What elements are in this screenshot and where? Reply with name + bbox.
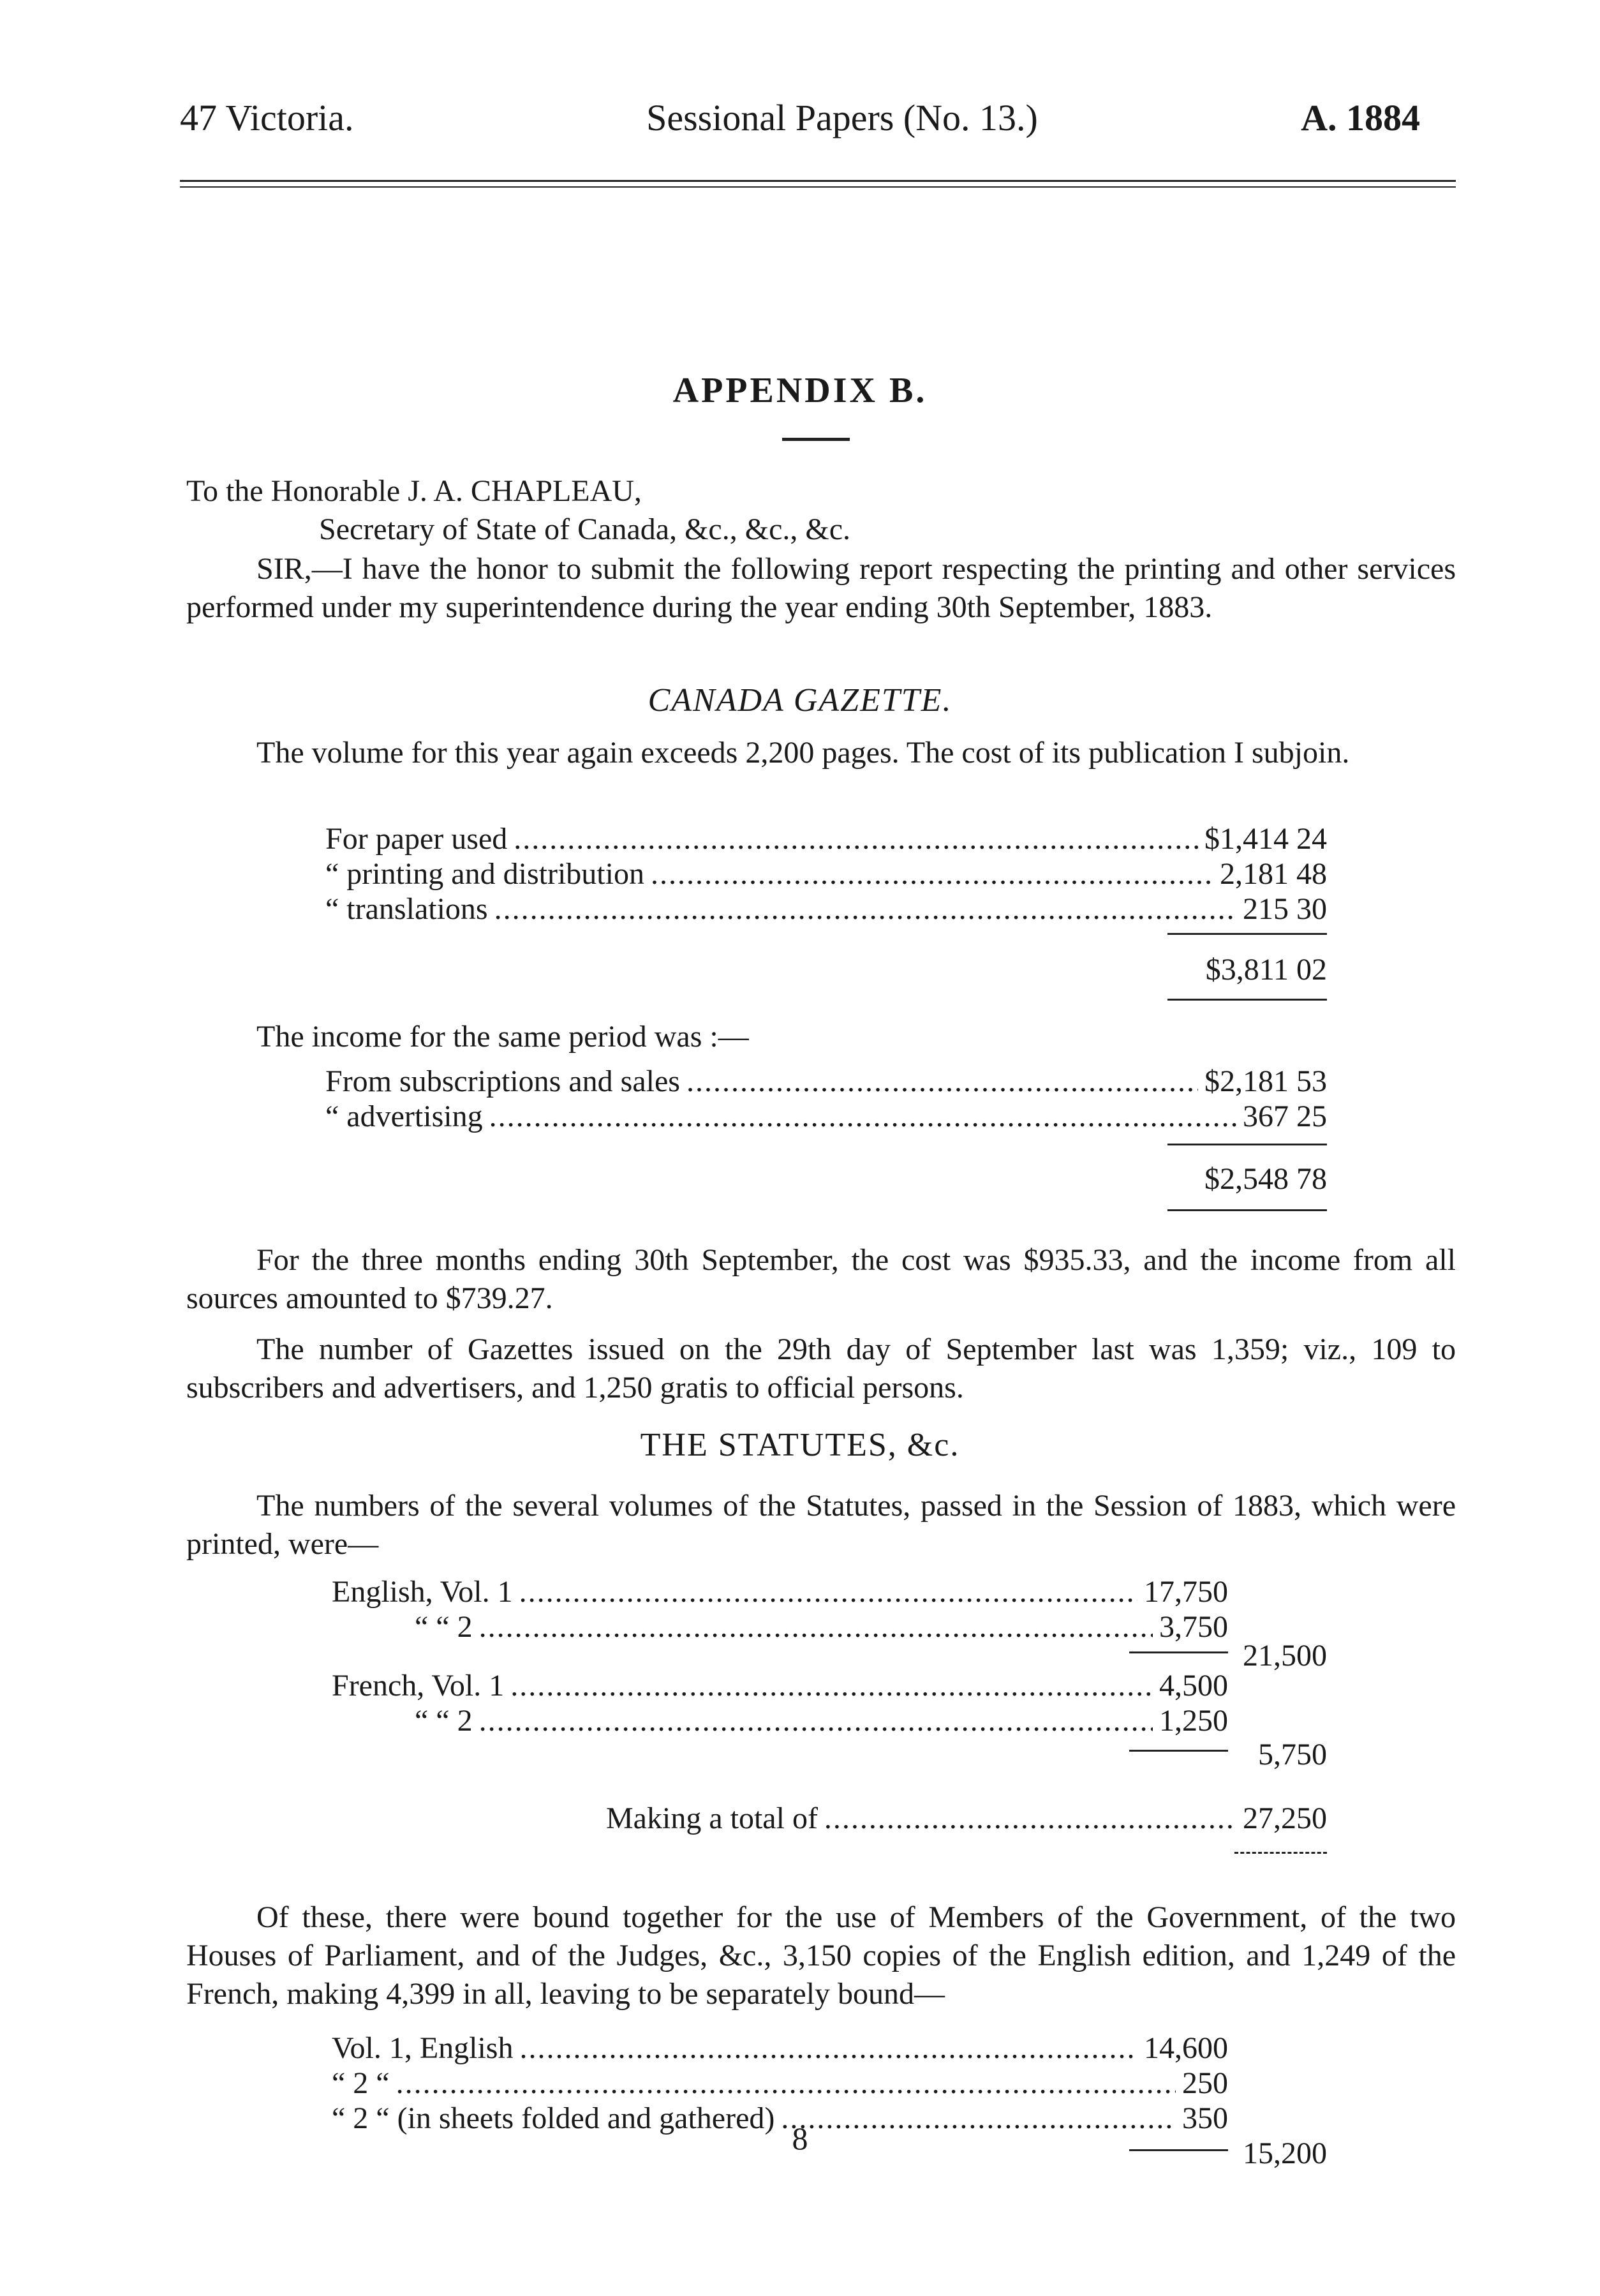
income-row: “ advertising ..... 367 25 xyxy=(325,1098,1327,1136)
cost-row: “ translations ..... 215 30 xyxy=(325,890,1327,928)
sum-rule xyxy=(1167,1144,1327,1145)
income-row: From subscriptions and sales ..... $2,181 53 xyxy=(325,1062,1327,1101)
cost-total: $3,811 02 xyxy=(1205,953,1327,987)
title-divider xyxy=(782,438,850,441)
grand-total-row: Making a total of ..... 27,250 xyxy=(606,1800,1327,1838)
address-line-2: Secretary of State of Canada, &c., &c., &c. xyxy=(319,512,851,546)
section-heading-statutes: THE STATUTES, &c. xyxy=(640,1427,960,1463)
gazettes-issued-paragraph: The number of Gazettes issued on the 29th day of September last was 1,359; viz., 109 to subscribers and advertisers, and 1,250 gratis to official persons. xyxy=(186,1332,1456,1405)
bound-total: 15,200 xyxy=(1243,2136,1327,2170)
sum-rule xyxy=(1167,933,1327,935)
statute-row: “ “ 2 ..... 3,750 xyxy=(332,1608,1228,1646)
sum-rule xyxy=(1234,1852,1327,1854)
header-center: Sessional Papers (No. 13.) xyxy=(646,97,1038,138)
appendix-title: APPENDIX B. xyxy=(672,371,928,410)
statutes-paragraph: The numbers of the several volumes of the Statutes, passed in the Session of 1883, which were printed, were— xyxy=(186,1489,1456,1561)
income-total: $2,548 78 xyxy=(1204,1162,1327,1196)
french-total: 5,750 xyxy=(1258,1738,1327,1771)
statute-row: English, Vol. 1 ..... 17,750 xyxy=(332,1573,1228,1611)
income-intro: The income for the same period was :— xyxy=(256,1020,749,1054)
section-heading-gazette: CANADA GAZETTE. xyxy=(648,682,952,719)
address-line-1: To the Honorable J. A. CHAPLEAU, xyxy=(186,474,642,508)
page-number: 8 xyxy=(792,2121,808,2156)
english-total: 21,500 xyxy=(1243,1639,1327,1673)
cost-row: “ printing and distribution ..... 2,181 48 xyxy=(325,855,1327,893)
header-right: A. 1884 xyxy=(1301,97,1420,138)
bound-paragraph: Of these, there were bound together for the use of Members of the Government, of the two Houses of Parliament, and of the Judges, &c., 3,150 copies of the English edition, and 1,249 of the French, making 4,399 in all, leaving to be separately bound— xyxy=(186,1900,1456,2011)
header-rule xyxy=(180,180,1456,182)
sum-rule xyxy=(1167,999,1327,1001)
bound-row: “ 2 “ ..... 250 xyxy=(332,2064,1228,2103)
bound-row: “ 2 “ (in sheets folded and gathered) ..... 350 xyxy=(332,2099,1228,2138)
sum-rule xyxy=(1167,1209,1327,1211)
bound-row: Vol. 1, English ..... 14,600 xyxy=(332,2029,1228,2068)
header-left: 47 Victoria. xyxy=(180,97,354,138)
intro-paragraph: SIR,—I have the honor to submit the following report respecting the printing and other services performed under my superintendence during the year ending 30th September, 1883. xyxy=(186,552,1456,624)
three-months-paragraph: For the three months ending 30th September, the cost was $935.33, and the income from all sources amounted to $739.27. xyxy=(186,1243,1456,1315)
cost-row: For paper used ..... $1,414 24 xyxy=(325,820,1327,858)
statute-row: “ “ 2 ..... 1,250 xyxy=(332,1702,1228,1740)
gazette-paragraph: The volume for this year again exceeds 2,200 pages. The cost of its publication I subjoin. xyxy=(256,736,1350,770)
statute-row: French, Vol. 1 ..... 4,500 xyxy=(332,1667,1228,1705)
header-rule-thin xyxy=(180,186,1456,188)
